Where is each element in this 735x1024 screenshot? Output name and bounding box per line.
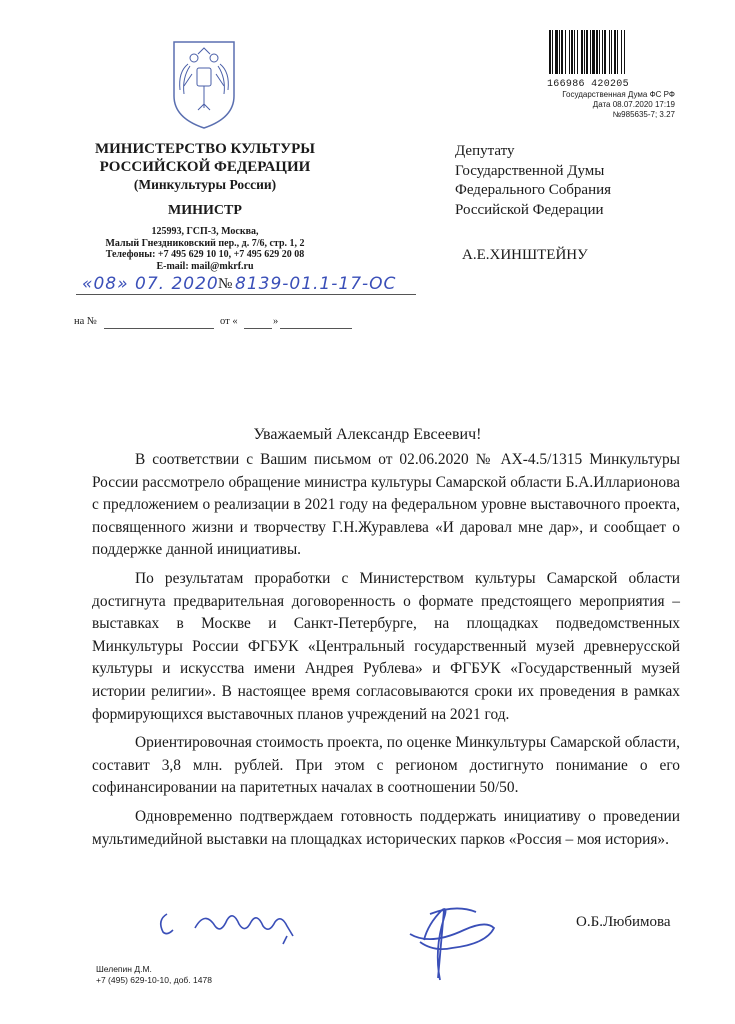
barcode-bar — [614, 30, 616, 74]
executor-block — [96, 964, 212, 986]
address-line2: Малый Гнездниковский пер., д. 7/6, стр. 1, 2 — [105, 238, 305, 249]
barcode-bar — [602, 30, 603, 74]
signature — [390, 900, 500, 985]
reference-close-quote: » — [273, 316, 279, 327]
barcode-bar — [596, 30, 598, 74]
registration-number-label: № — [218, 276, 233, 292]
barcode-bar — [621, 30, 622, 74]
address-line1: 125993, ГСП-3, Москва, — [151, 226, 259, 237]
barcode-bar — [555, 30, 558, 74]
ministry-name-line1: МИНИСТЕРСТВО КУЛЬТУРЫ — [94, 141, 316, 157]
registration-underline — [76, 294, 416, 295]
stamp-line2: Дата 08.07.2020 17:19 — [592, 100, 675, 109]
barcode-bar — [590, 30, 591, 74]
barcode-bar — [611, 30, 612, 74]
barcode-bar — [569, 30, 570, 74]
reference-number-line — [104, 328, 214, 329]
recipient-block — [455, 142, 611, 220]
closing-handwritten — [155, 900, 305, 950]
registration-number: 8139-01.1-17-ОС — [235, 274, 397, 294]
barcode-bar — [574, 30, 575, 74]
executor-phone: +7 (495) 629-10-10, доб. 1478 — [96, 975, 212, 985]
email: E-mail: mail@mkrf.ru — [156, 261, 254, 272]
phones: Телефоны: +7 495 629 10 10, +7 495 629 20 08 — [105, 249, 305, 260]
barcode-bar — [604, 30, 606, 74]
barcode-bar — [571, 30, 573, 74]
ministry-name-line2: РОССИЙСКОЙ ФЕДЕРАЦИИ — [99, 159, 311, 175]
barcode-bar — [549, 30, 551, 74]
duma-registration-stamp — [544, 30, 679, 125]
stamp-line3: №985635-7; 3.27 — [612, 110, 675, 119]
ministry-short-name: (Минкультуры России) — [133, 177, 277, 192]
barcode-bar — [561, 30, 563, 74]
barcode-bar — [592, 30, 595, 74]
stamp-line1: Государственная Дума ФС РФ — [562, 90, 675, 99]
paragraph: В соответствии с Вашим письмом от 02.06.2020 № АХ-4.5/1315 Минкультуры России рассмотрело обращение министра культуры Самарской области Б.А.Илларионова с предложением о реализации в 2021 году на федеральном уровне выставочного проекта, посвященного жизни и творчеству Г.Н.Журавлева «И даровал мне дар», и сообщает о поддержке данной инициативы. — [92, 451, 680, 559]
barcode-bar — [617, 30, 618, 74]
barcode-bar — [577, 30, 578, 74]
registration-date: «08» 07. 2020 — [82, 274, 219, 294]
recipient-line4: Российской Федерации — [455, 201, 604, 218]
paragraph: По результатам проработки с Министерством культуры Самарской области достигнута предварительная договоренность о формате предстоящего мероприятия – выставках в Москве и Санкт-Петербурге, на площадках подведомственных Минкультуры России ФГБУК «Центральный государственный музей древнерусской культуры и искусства имени Андрея Рублева» и ФГБУК «Государственный музей истории религии». В настоящее время согласовываются сроки их проведения в рамках формирующихся выставочных планов учреждений на 2021 год. — [92, 569, 680, 723]
executor-name: Шелепин Д.М. — [96, 964, 152, 974]
reference-day-line — [244, 328, 272, 329]
reference-row — [74, 316, 364, 330]
reference-date-line — [280, 328, 352, 329]
coat-of-arms-icon — [168, 38, 240, 130]
recipient-line2: Государственной Думы — [455, 162, 605, 179]
paragraph: Одновременно подтверждаем готовность поддержать инициативу о проведении мультимедийной выставки на площадках исторических парков «Россия – моя история». — [92, 807, 680, 848]
barcode-bar — [586, 30, 588, 74]
barcode-bar — [584, 30, 585, 74]
barcode-bar — [565, 30, 566, 74]
reference-label: на № — [74, 316, 97, 327]
barcode-bar — [624, 30, 625, 74]
reference-from-label: от « — [220, 316, 238, 327]
signatory-name: О.Б.Любимова — [576, 914, 671, 930]
barcode-bar — [609, 30, 610, 74]
barcode-bar — [581, 30, 583, 74]
barcode-bar — [599, 30, 600, 74]
barcode-bar — [552, 30, 553, 74]
recipient-line3: Федерального Собрания — [455, 182, 612, 198]
barcode-number: 166986 420205 — [547, 79, 629, 90]
recipient-name: А.Е.ХИНШТЕЙНУ — [462, 247, 588, 263]
position-title: МИНИСТР — [168, 203, 242, 218]
recipient-line1: Депутату — [455, 143, 515, 159]
barcode — [547, 30, 672, 74]
paragraph: Ориентировочная стоимость проекта, по оценке Минкультуры Самарской области, составит 3,8 млн. рублей. При этом с регионом достигнуто понимание о его софинансировании на паритетных началах в соотношении 50/50. — [92, 734, 680, 797]
letter-body — [92, 449, 680, 857]
greeting: Уважаемый Александр Евсеевич! — [253, 426, 482, 443]
barcode-bar — [559, 30, 560, 74]
